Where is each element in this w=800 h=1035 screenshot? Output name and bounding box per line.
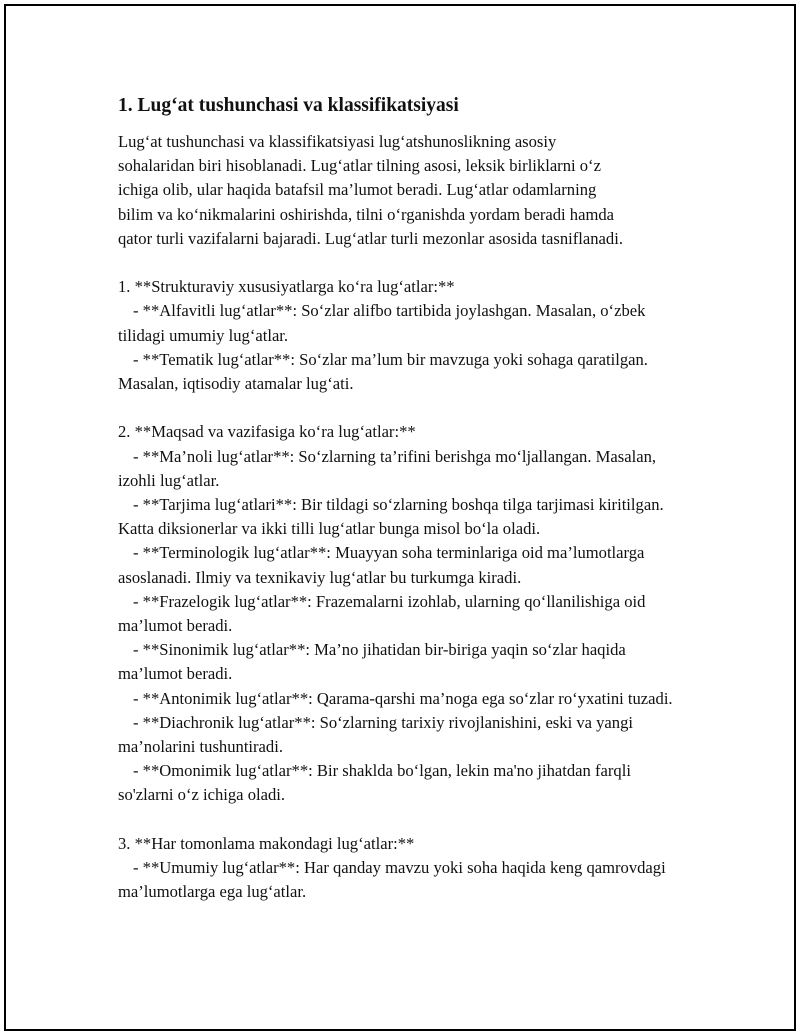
list-section-purpose (118, 420, 688, 807)
intro-line: ichiga olib, ular haqida batafsil ma’lumot beradi. Lug‘atlar odamlarning (118, 180, 597, 200)
list-section-title: 3. **Har tomonlama makondagi lug‘atlar:** (118, 833, 415, 853)
list-item: - **Ma’noli lug‘atlar**: So‘zlarning ta’rifini berishga mo‘ljallangan. Masalan, izohli lug‘atlar. (118, 446, 657, 490)
list-section-structural (118, 275, 688, 396)
section-heading: 1. Lug‘at tushunchasi va klassifikatsiyasi (118, 95, 459, 116)
list-item: - **Antonimik lug‘atlar**: Qarama-qarshi ma’noga ega so‘zlar ro‘yxatini tuzadi. (133, 688, 673, 708)
list-item: - **Sinonimik lug‘atlar**: Ma’no jihatidan bir-biriga yaqin so‘zlar haqida ma’lumot beradi. (118, 640, 626, 684)
list-item: - **Omonimik lug‘atlar**: Bir shaklda bo‘lgan, lekin ma'no jihatdan farqli so'zlarni o‘z ichiga oladi. (118, 761, 631, 805)
intro-line: sohalaridan biri hisoblanadi. Lug‘atlar tilning asosi, leksik birliklarni o‘z (118, 156, 601, 176)
list-item: - **Frazelogik lug‘atlar**: Frazemalarni izohlab, ularning qo‘llanilishiga oid ma’lumot beradi. (118, 591, 646, 636)
list-section-title: 2. **Maqsad va vazifasiga ko‘ra lug‘atlar:** (118, 422, 416, 442)
list-item: - **Terminologik lug‘atlar**: Muayyan soha terminlariga oid ma’lumotlarga asoslanadi. Ilmiy va texnikaviy lug‘atlar bu turkumga kiradi. (118, 543, 645, 587)
list-item: - **Tarjima lug‘atlari**: Bir tildagi so‘zlarning boshqa tilga tarjimasi kiritilgan. Katta diksionerlar va ikki tilli lug‘atlar bunga misol bo‘la oladi. (118, 495, 664, 539)
document-body (118, 92, 688, 904)
intro-line: bilim va ko‘nikmalarini oshirishda, tilni o‘rganishda yordam beradi hamda (118, 204, 615, 224)
list-item: - **Tematik lug‘atlar**: So‘zlar ma’lum bir mavzuga yoki sohaga qaratilgan. Masalan, iqtisodiy atamalar lug‘ati. (118, 349, 648, 394)
list-item: - **Diachronik lug‘atlar**: So‘zlarning tarixiy rivojlanishini, eski va yangi ma’nolarini tushuntiradi. (118, 712, 634, 757)
list-item: - **Alfavitli lug‘atlar**: So‘zlar alifbo tartibida joylashgan. Masalan, o‘zbek tilidagi umumiy lug‘atlar. (118, 301, 646, 345)
intro-line: qator turli vazifalarni bajaradi. Lug‘atlar turli mezonlar asosida tasniflanadi. (118, 228, 623, 248)
list-section-title: 1. **Strukturaviy xususiyatlarga ko‘ra lug‘atlar:** (118, 277, 455, 297)
list-section-general (118, 832, 688, 905)
intro-line: Lug‘at tushunchasi va klassifikatsiyasi lug‘atshunoslikning asosiy (118, 132, 557, 151)
intro-paragraph (118, 130, 688, 251)
list-item: - **Umumiy lug‘atlar**: Har qanday mavzu yoki soha haqida keng qamrovdagi ma’lumotlarga ega lug‘atlar. (118, 858, 666, 902)
